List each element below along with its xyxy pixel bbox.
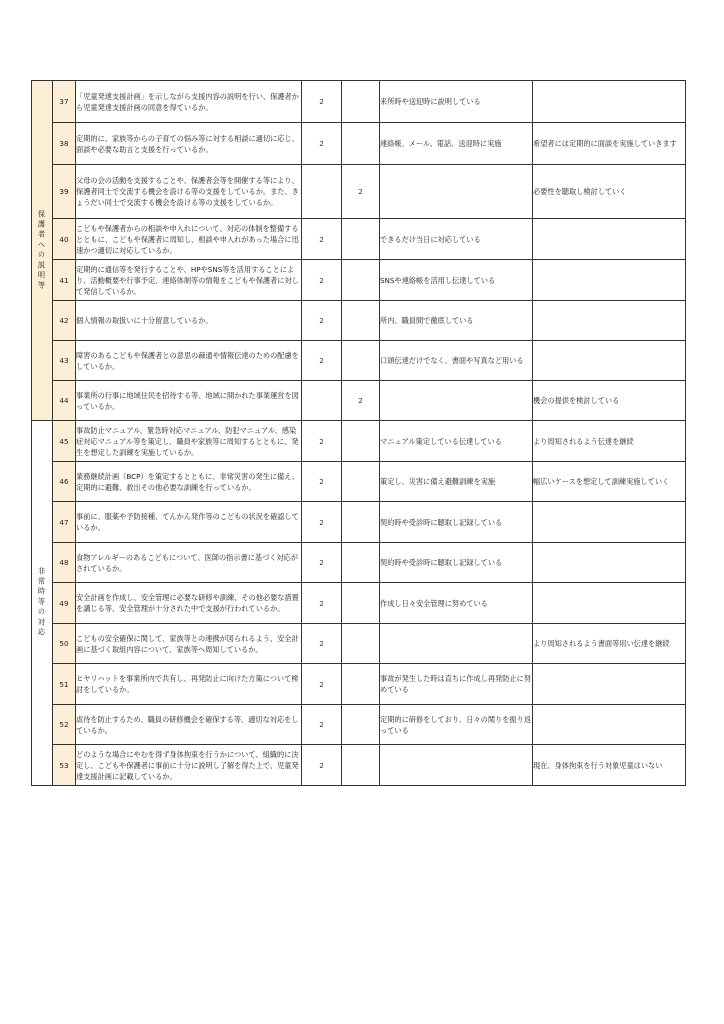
no-count xyxy=(342,664,380,705)
no-count xyxy=(342,705,380,745)
item-number: 40 xyxy=(53,219,76,260)
question-text: 障害のあるこどもや保護者との意思の疎通や情報伝達のための配慮をしているか。 xyxy=(76,341,302,381)
status-text: 所内、職員間で徹底している xyxy=(380,301,533,341)
status-text: 契約時や受診時に聴取し記録している xyxy=(380,543,533,583)
no-count xyxy=(342,260,380,301)
table-row xyxy=(32,624,686,664)
improvement-text xyxy=(533,664,686,705)
question-text: 事業所の行事に地域住民を招待する等、地域に開かれた事業運営を図っているか。 xyxy=(76,381,302,421)
improvement-text xyxy=(533,583,686,624)
table-row xyxy=(32,583,686,624)
yes-count: 2 xyxy=(302,705,342,745)
item-number: 48 xyxy=(53,543,76,583)
yes-count: 2 xyxy=(302,260,342,301)
improvement-text: 機会の提供を検討している xyxy=(533,381,686,421)
status-text: SNSや連絡帳を活用し伝達している xyxy=(380,260,533,301)
question-text: 父母の会の活動を支援することや、保護者会等を開催する等により、保護者同士で交流する機会を設ける等の支援をしているか。また、きょうだい同士で交流する機会を設ける等の支援をしているか。 xyxy=(76,165,302,219)
table-row xyxy=(32,745,686,786)
status-text: 事故が発生した時は直ちに作成し再発防止に努めている xyxy=(380,664,533,705)
improvement-text: より周知されるよう書面等用い伝達を継続 xyxy=(533,624,686,664)
no-count: 2 xyxy=(342,381,380,421)
improvement-text xyxy=(533,81,686,123)
category-label: 非常時等の対応 xyxy=(32,421,53,786)
yes-count: 2 xyxy=(302,123,342,165)
yes-count: 2 xyxy=(302,81,342,123)
question-text: 事前に、服薬や予防接種、てんかん発作等のこどもの状況を確認しているか。 xyxy=(76,502,302,543)
table-row xyxy=(32,301,686,341)
yes-count: 2 xyxy=(302,745,342,786)
question-text: 安全計画を作成し、安全管理に必要な研修や訓練、その他必要な措置を講じる等、安全管理が十分された中で支援が行われているか。 xyxy=(76,583,302,624)
improvement-text xyxy=(533,705,686,745)
item-number: 39 xyxy=(53,165,76,219)
yes-count: 2 xyxy=(302,664,342,705)
status-text: 作成し日々安全管理に努めている xyxy=(380,583,533,624)
no-count xyxy=(342,502,380,543)
improvement-text xyxy=(533,502,686,543)
evaluation-table xyxy=(31,80,686,786)
yes-count: 2 xyxy=(302,341,342,381)
yes-count: 2 xyxy=(302,219,342,260)
item-number: 53 xyxy=(53,745,76,786)
table-row xyxy=(32,462,686,502)
question-text: 定期的に、家族等からの子育ての悩み等に対する相談に適切に応じ、面談や必要な助言と支援を行っているか。 xyxy=(76,123,302,165)
item-number: 42 xyxy=(53,301,76,341)
item-number: 43 xyxy=(53,341,76,381)
status-text: 契約時や受診時に聴取し記録している xyxy=(380,502,533,543)
improvement-text xyxy=(533,219,686,260)
status-text xyxy=(380,165,533,219)
question-text: こどもや保護者からの相談や申入れについて、対応の体制を整備するとともに、こどもや保護者に周知し、相談や申入れがあった場合に迅速かつ適切に対応しているか。 xyxy=(76,219,302,260)
status-text: 来所時や送迎時に説明している xyxy=(380,81,533,123)
question-text: 事故防止マニュアル、緊急時対応マニュアル、防犯マニュアル、感染症対応マニュアル等を策定し、職員や家族等に周知するとともに、発生を想定した訓練を実施しているか。 xyxy=(76,421,302,462)
table-row xyxy=(32,219,686,260)
status-text: 口頭伝達だけでなく、書面や写真など用いる xyxy=(380,341,533,381)
no-count xyxy=(342,745,380,786)
no-count xyxy=(342,421,380,462)
status-text: 連絡帳、メール、電話、送迎時に実施 xyxy=(380,123,533,165)
item-number: 50 xyxy=(53,624,76,664)
item-number: 37 xyxy=(53,81,76,123)
no-count xyxy=(342,301,380,341)
question-text: どのような場合にやむを得ず身体拘束を行うかについて、組織的に決定し、こどもや保護者に事前に十分に説明し了解を得た上で、児童発達支援計画に記載しているか。 xyxy=(76,745,302,786)
table-row xyxy=(32,165,686,219)
table-row xyxy=(32,341,686,381)
status-text: マニュアル策定している伝達している xyxy=(380,421,533,462)
status-text xyxy=(380,745,533,786)
no-count xyxy=(342,583,380,624)
improvement-text xyxy=(533,341,686,381)
table-row xyxy=(32,664,686,705)
item-number: 47 xyxy=(53,502,76,543)
status-text xyxy=(380,381,533,421)
improvement-text: 希望者には定期的に面談を実施していきます xyxy=(533,123,686,165)
item-number: 44 xyxy=(53,381,76,421)
yes-count: 2 xyxy=(302,502,342,543)
table-row xyxy=(32,123,686,165)
no-count: 2 xyxy=(342,165,380,219)
status-text xyxy=(380,624,533,664)
table-row xyxy=(32,705,686,745)
no-count xyxy=(342,462,380,502)
no-count xyxy=(342,81,380,123)
category-label: 保護者への説明等 xyxy=(32,81,53,421)
table-row xyxy=(32,81,686,123)
question-text: 「児童発達支援計画」を示しながら支援内容の説明を行い、保護者から児童発達支援計画の同意を得ているか。 xyxy=(76,81,302,123)
item-number: 52 xyxy=(53,705,76,745)
improvement-text xyxy=(533,301,686,341)
question-text: 業務継続計画（BCP）を策定するとともに、非常災害の発生に備え、定期的に避難、救出その他必要な訓練を行っているか。 xyxy=(76,462,302,502)
question-text: こどもの安全確保に関して、家族等との連携が図られるよう、安全計画に基づく取組内容について、家族等へ周知しているか。 xyxy=(76,624,302,664)
table-row xyxy=(32,502,686,543)
improvement-text: 幅広いケースを想定して訓練実施していく xyxy=(533,462,686,502)
yes-count: 2 xyxy=(302,543,342,583)
table-row xyxy=(32,543,686,583)
yes-count xyxy=(302,381,342,421)
no-count xyxy=(342,624,380,664)
status-text: できるだけ当日に対応している xyxy=(380,219,533,260)
yes-count: 2 xyxy=(302,624,342,664)
no-count xyxy=(342,341,380,381)
item-number: 49 xyxy=(53,583,76,624)
yes-count: 2 xyxy=(302,583,342,624)
item-number: 45 xyxy=(53,421,76,462)
improvement-text: 必要性を聴取し検討していく xyxy=(533,165,686,219)
question-text: 定期的に通信等を発行することや、HPやSNS等を活用することにより、活動概要や行事予定、連絡体制等の情報をこどもや保護者に対して発信しているか。 xyxy=(76,260,302,301)
item-number: 46 xyxy=(53,462,76,502)
no-count xyxy=(342,123,380,165)
yes-count: 2 xyxy=(302,421,342,462)
question-text: ヒヤリハットを事業所内で共有し、再発防止に向けた方策について検討をしているか。 xyxy=(76,664,302,705)
improvement-text xyxy=(533,543,686,583)
table-row xyxy=(32,381,686,421)
yes-count: 2 xyxy=(302,462,342,502)
status-text: 策定し、災害に備え避難訓練を実施 xyxy=(380,462,533,502)
improvement-text: 現在、身体拘束を行う対象児童はいない xyxy=(533,745,686,786)
table-row xyxy=(32,421,686,462)
improvement-text xyxy=(533,260,686,301)
item-number: 38 xyxy=(53,123,76,165)
yes-count xyxy=(302,165,342,219)
no-count xyxy=(342,543,380,583)
question-text: 食物アレルギーのあるこどもについて、医師の指示書に基づく対応がされているか。 xyxy=(76,543,302,583)
item-number: 41 xyxy=(53,260,76,301)
yes-count: 2 xyxy=(302,301,342,341)
question-text: 個人情報の取扱いに十分留意しているか。 xyxy=(76,301,302,341)
no-count xyxy=(342,219,380,260)
question-text: 虐待を防止するため、職員の研修機会を確保する等、適切な対応をしているか。 xyxy=(76,705,302,745)
status-text: 定期的に研修をしており、日々の関りを振り返っている xyxy=(380,705,533,745)
improvement-text: より周知されるよう伝達を継続 xyxy=(533,421,686,462)
table-row xyxy=(32,260,686,301)
item-number: 51 xyxy=(53,664,76,705)
